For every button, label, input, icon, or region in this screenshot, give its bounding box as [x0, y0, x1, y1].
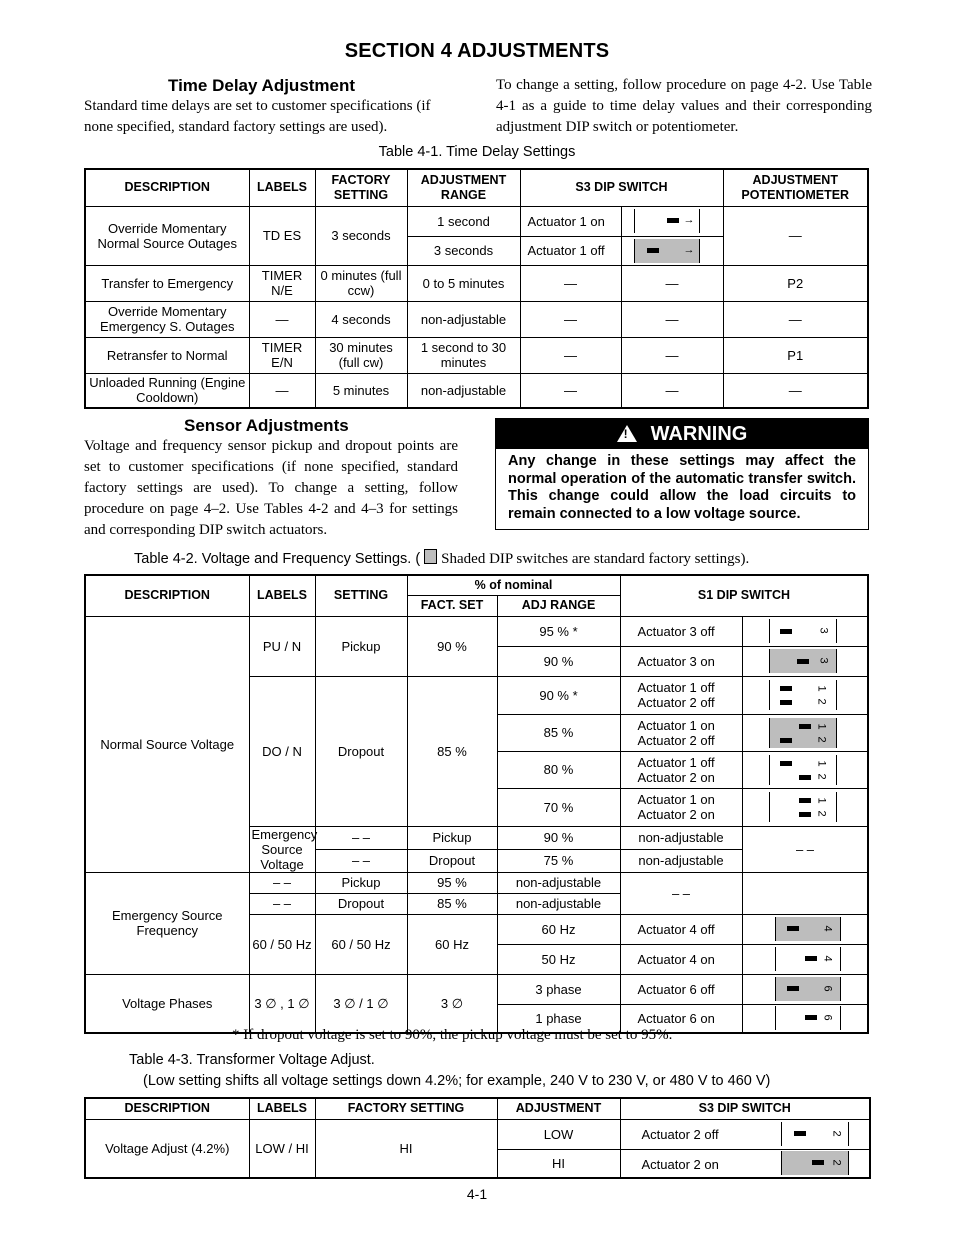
- t1-r2-dip1: —: [520, 265, 621, 301]
- t2-hz-fact: 60 Hz: [407, 914, 497, 974]
- dip-switch-graphic: 1 2: [769, 755, 837, 785]
- t1-r1-act-b: Actuator 1 off: [520, 236, 621, 265]
- t1-r2-label: TIMER N/E: [249, 265, 315, 301]
- t2-pu-label: PU / N: [249, 616, 315, 676]
- table2-caption: [134, 549, 749, 568]
- t2-pu-a1: Actuator 3 off: [620, 616, 742, 646]
- t2-pu-fact: 90 %: [407, 616, 497, 676]
- dip-cell: [742, 676, 868, 714]
- dip-switch-graphic: 1 2: [769, 680, 837, 710]
- t2-hz-setting: 60 / 50 Hz: [315, 914, 407, 974]
- t2-do-r4: 70 %: [497, 788, 620, 826]
- sensor-heading: Sensor Adjustments: [184, 416, 349, 435]
- t2-esv-label-p: – –: [315, 826, 407, 849]
- t1-r1-pot: —: [723, 206, 868, 265]
- t2-do-a1b: Actuator 2 off: [637, 695, 715, 710]
- dip-switch-graphic: 2: [781, 1122, 849, 1146]
- dip-switch-graphic-shaded: 2: [781, 1151, 849, 1175]
- t1-r5-factory: 5 minutes: [315, 373, 407, 408]
- t3-dip-cell: [620, 1149, 870, 1178]
- warning-box: [495, 418, 869, 530]
- t1-r2-desc: Transfer to Emergency: [85, 265, 249, 301]
- t1-r5-desc: Unloaded Running (Engine Cooldown): [85, 373, 249, 408]
- t3-r2: HI: [497, 1149, 620, 1178]
- t2-do-a3b: Actuator 2 on: [637, 769, 715, 785]
- table3-caption-note: (Low setting shifts all voltage settings down 4.2%; for example, 240 V to 230 V, or 480 V to 460 V): [143, 1073, 771, 1089]
- t2-do-r1: 90 % *: [497, 676, 620, 714]
- dip-switch-graphic-shaded: 1 2: [769, 718, 837, 748]
- t1-r4-dip1: —: [520, 337, 621, 373]
- table-row: [85, 974, 868, 1004]
- table-row: [85, 1119, 870, 1149]
- t1-header-factory: FACTORY SETTING: [315, 169, 407, 206]
- dip-switch-graphic: 4: [775, 947, 841, 971]
- t1-header-dip: S3 DIP SWITCH: [520, 169, 723, 206]
- table-row: [85, 872, 868, 893]
- t2-header-setting: SETTING: [315, 575, 407, 616]
- time-delay-para-left: Standard time delays are set to customer specifications (if none specified, standard factory settings are used).: [84, 98, 431, 135]
- t2-do-r3: 80 %: [497, 751, 620, 788]
- dip-cell: [742, 788, 868, 826]
- t2-hz-label: 60 / 50 Hz: [249, 914, 315, 974]
- t3-header-factory: FACTORY SETTING: [315, 1098, 497, 1119]
- t3-a2: Actuator 2 on: [641, 1156, 719, 1172]
- t2-esf-pickup-fact: 95 %: [407, 872, 497, 893]
- transformer-voltage-table: [84, 1097, 871, 1179]
- t2-esv-label-d: – –: [315, 849, 407, 872]
- table2-caption-a: Table 4-2. Voltage and Frequency Settings. (: [134, 551, 421, 567]
- t2-vp-r1: 3 phase: [497, 974, 620, 1004]
- table2-caption-b: Shaded DIP switches are standard factory settings).: [441, 551, 750, 567]
- t1-r1-factory: 3 seconds: [315, 206, 407, 265]
- t2-do-a2b: Actuator 2 off: [637, 732, 715, 748]
- t1-r4-pot: P1: [723, 337, 868, 373]
- t2-vp-setting: 3 ∅ / 1 ∅: [315, 974, 407, 1033]
- t3-a1: Actuator 2 off: [641, 1126, 719, 1142]
- t2-do-a4a: Actuator 1 on: [637, 792, 715, 807]
- dip-cell: [742, 751, 868, 788]
- t3-header-dip: S3 DIP SWITCH: [620, 1098, 870, 1119]
- t2-header-dip: S1 DIP SWITCH: [620, 575, 868, 616]
- t2-vp-fact: 3 ∅: [407, 974, 497, 1033]
- dip-cell: [742, 646, 868, 676]
- dip-switch-graphic-shaded: 3: [769, 649, 837, 673]
- t1-r4-label: TIMER E/N: [249, 337, 315, 373]
- table-row: [85, 301, 868, 337]
- warning-triangle-icon: [617, 425, 637, 442]
- t1-r3-label: —: [249, 301, 315, 337]
- dip-switch-graphic: 3: [769, 619, 837, 643]
- t1-dip-1on-cell: [621, 206, 723, 236]
- dip-cell: [742, 944, 868, 974]
- dip-cell: [742, 974, 868, 1004]
- t1-r1-label: TD ES: [249, 206, 315, 265]
- t2-esf-dropout-range: non-adjustable: [497, 893, 620, 914]
- t2-do-r2: 85 %: [497, 714, 620, 751]
- t2-esf: Emergency Source Frequency: [85, 872, 249, 974]
- time-delay-table: [84, 168, 869, 409]
- table-row: [85, 373, 868, 408]
- page-number: 4-1: [466, 1186, 488, 1202]
- t1-r1-desc: Override Momentary Normal Source Outages: [85, 206, 249, 265]
- t2-do-a4: [620, 788, 742, 826]
- dip-cell: [742, 1004, 868, 1033]
- t1-r1-range-b: 3 seconds: [407, 236, 520, 265]
- shaded-swatch-icon: [424, 549, 437, 564]
- t2-pickup: Pickup: [315, 616, 407, 676]
- voltage-frequency-table: [84, 574, 869, 1034]
- t3-header-description: DESCRIPTION: [85, 1098, 249, 1119]
- table-row: [85, 206, 868, 236]
- t1-r4-range: 1 second to 30 minutes: [407, 337, 520, 373]
- table-row: [85, 616, 868, 646]
- t1-r2-range: 0 to 5 minutes: [407, 265, 520, 301]
- t2-esv-pickup-range: non-adjustable: [620, 826, 742, 849]
- t2-do-a3: [620, 751, 742, 788]
- t3-factory: HI: [315, 1119, 497, 1178]
- t3-desc: Voltage Adjust (4.2%): [85, 1119, 249, 1178]
- t2-esv: Emergency Source Voltage: [249, 826, 315, 872]
- t2-esv-dropout: Dropout: [407, 849, 497, 872]
- t1-r3-factory: 4 seconds: [315, 301, 407, 337]
- t2-esf-label-p: – –: [249, 872, 315, 893]
- t2-esv-dropout-fact: 75 %: [497, 849, 620, 872]
- t2-esv-dip: – –: [742, 826, 868, 872]
- t2-pu-a2: Actuator 3 on: [620, 646, 742, 676]
- dip-switch-graphic: →: [634, 209, 700, 233]
- t2-do-a4b: Actuator 2 on: [637, 807, 715, 822]
- t2-esv-pickup: Pickup: [407, 826, 497, 849]
- warning-body: Any change in these settings may affect the normal operation of the automatic transfer switch. This change could allow the load circuits to remain connected to a low voltage source.: [508, 453, 856, 522]
- t2-vp-a1: Actuator 6 off: [620, 974, 742, 1004]
- t2-do-a2: [620, 714, 742, 751]
- t2-header-adj: ADJ RANGE: [497, 595, 620, 616]
- t2-esf-label-d: – –: [249, 893, 315, 914]
- t1-header-pot: ADJUSTMENT POTENTIOMETER: [723, 169, 868, 206]
- t1-header-range: ADJUSTMENT RANGE: [407, 169, 520, 206]
- dip-switch-graphic-shaded: 6: [775, 977, 841, 1001]
- time-delay-heading: Time Delay Adjustment: [168, 76, 356, 95]
- dip-switch-graphic-shaded: →: [634, 239, 700, 263]
- t2-header-nominal: % of nominal: [407, 575, 620, 595]
- t3-header-labels: LABELS: [249, 1098, 315, 1119]
- table1-caption: Table 4-1. Time Delay Settings: [378, 144, 576, 160]
- table2-footnote: * If dropout voltage is set to 90%, the pickup voltage must be set to 95%.: [232, 1027, 673, 1043]
- dip-cell: [742, 914, 868, 944]
- t1-r5-pot: —: [723, 373, 868, 408]
- table-row: [85, 265, 868, 301]
- t2-header-fact: FACT. SET: [407, 595, 497, 616]
- t2-hz-a1: Actuator 4 off: [620, 914, 742, 944]
- t2-esf-pickup: Pickup: [315, 872, 407, 893]
- t2-do-a3a: Actuator 1 off: [637, 754, 715, 770]
- t1-header-labels: LABELS: [249, 169, 315, 206]
- t2-pu-r2: 90 %: [497, 646, 620, 676]
- t3-dip-cell: [620, 1119, 870, 1149]
- sensor-para: Voltage and frequency sensor pickup and dropout points are set to customer specifications (if none specified, standard factory settings are used). To change a setting, follow procedure on page 4–2. Use Tables 4-2 and 4–3 for settings and corresponding DIP switch actuators.: [84, 438, 458, 538]
- dip-cell: [742, 714, 868, 751]
- t1-r4-dip2: —: [621, 337, 723, 373]
- t1-r5-label: —: [249, 373, 315, 408]
- t2-vp-label: 3 ∅ , 1 ∅: [249, 974, 315, 1033]
- t2-vp-a2: Actuator 6 on: [620, 1004, 742, 1033]
- t1-r4-factory: 30 minutes (full cw): [315, 337, 407, 373]
- t1-r3-dip2: —: [621, 301, 723, 337]
- t2-hz-a2: Actuator 4 on: [620, 944, 742, 974]
- t2-esv-pickup-fact: 90 %: [497, 826, 620, 849]
- t2-vp: Voltage Phases: [85, 974, 249, 1033]
- t1-r3-range: non-adjustable: [407, 301, 520, 337]
- t2-nsv: Normal Source Voltage: [85, 616, 249, 872]
- t1-header-description: DESCRIPTION: [85, 169, 249, 206]
- dip-switch-graphic: 6: [775, 1006, 841, 1030]
- t1-r4-desc: Retransfer to Normal: [85, 337, 249, 373]
- t2-do-fact: 85 %: [407, 676, 497, 826]
- t2-header-description: DESCRIPTION: [85, 575, 249, 616]
- t1-r3-dip1: —: [520, 301, 621, 337]
- dip-switch-graphic: 1 2: [769, 792, 837, 822]
- t1-r2-pot: P2: [723, 265, 868, 301]
- t1-r1-range-a: 1 second: [407, 206, 520, 236]
- t3-header-adjustment: ADJUSTMENT: [497, 1098, 620, 1119]
- table3-caption: Table 4-3. Transformer Voltage Adjust.: [129, 1052, 375, 1068]
- t1-r3-pot: —: [723, 301, 868, 337]
- time-delay-para-right: To change a setting, follow procedure on page 4-2. Use Table 4-1 as a guide to time delay values and their corresponding adjustment DIP switch or potentiometer.: [496, 77, 872, 135]
- dip-cell: [742, 616, 868, 646]
- t3-label: LOW / HI: [249, 1119, 315, 1178]
- t1-dip-1off-cell: [621, 236, 723, 265]
- t2-header-labels: LABELS: [249, 575, 315, 616]
- t2-esf-pickup-range: non-adjustable: [497, 872, 620, 893]
- t3-r1: LOW: [497, 1119, 620, 1149]
- t2-dropout: Dropout: [315, 676, 407, 826]
- t2-do-a2a: Actuator 1 on: [637, 717, 715, 733]
- t1-r3-desc: Override Momentary Emergency S. Outages: [85, 301, 249, 337]
- t2-hz-r1: 60 Hz: [497, 914, 620, 944]
- dip-switch-graphic-shaded: 4: [775, 917, 841, 941]
- t2-do-a1a: Actuator 1 off: [637, 680, 715, 695]
- t1-r2-factory: 0 minutes (full ccw): [315, 265, 407, 301]
- t1-r5-dip1: —: [520, 373, 621, 408]
- t2-esf-dip: – –: [620, 872, 742, 914]
- t2-esf-dropout-fact: 85 %: [407, 893, 497, 914]
- warning-title: WARNING: [650, 423, 748, 445]
- warning-header: [496, 419, 868, 449]
- t2-esf-dropout: Dropout: [315, 893, 407, 914]
- section-title: SECTION 4 ADJUSTMENTS: [344, 40, 610, 62]
- t2-do-label: DO / N: [249, 676, 315, 826]
- t2-pu-r1: 95 % *: [497, 616, 620, 646]
- t1-r5-range: non-adjustable: [407, 373, 520, 408]
- t2-do-a1: [620, 676, 742, 714]
- t2-vp-r2: 1 phase: [497, 1004, 620, 1033]
- t1-r2-dip2: —: [621, 265, 723, 301]
- table-row: [85, 337, 868, 373]
- t1-r1-act-a: Actuator 1 on: [520, 206, 621, 236]
- t2-esv-dropout-range: non-adjustable: [620, 849, 742, 872]
- t2-hz-r2: 50 Hz: [497, 944, 620, 974]
- t1-r5-dip2: —: [621, 373, 723, 408]
- t2-esf-dip-empty: [742, 872, 868, 914]
